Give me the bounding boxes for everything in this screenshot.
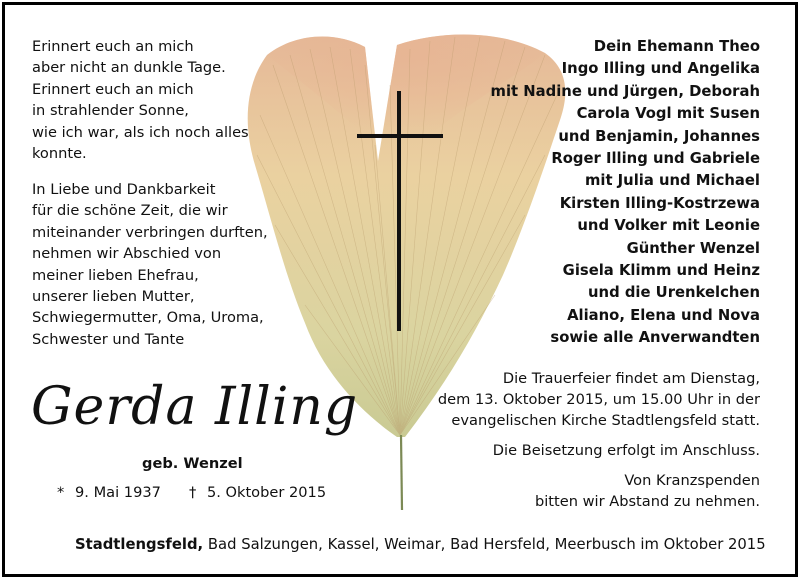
poem-line: aber nicht an dunkle Tage. bbox=[32, 59, 226, 77]
mourner-line: Dein Ehemann Theo bbox=[593, 38, 760, 55]
mourner-line: Aliano, Elena und Nova bbox=[567, 306, 760, 324]
birth-date: 9. Mai 1937 bbox=[75, 484, 161, 501]
dedication-line: miteinander verbringen durften, bbox=[32, 223, 268, 241]
obituary-notice bbox=[2, 2, 798, 577]
birth-name: geb. Wenzel bbox=[142, 455, 243, 472]
dedication-line: unserer lieben Mutter, bbox=[32, 288, 195, 306]
dedication-text bbox=[32, 179, 268, 350]
mourner-line: Kirsten Illing-Kostrzewa bbox=[559, 194, 760, 212]
mourner-line: mit Julia und Michael bbox=[584, 172, 760, 190]
mourner-line: Gisela Klimm und Heinz bbox=[562, 262, 760, 280]
birth-symbol: * bbox=[57, 484, 65, 501]
footer-place-main: Stadtlengsfeld, bbox=[75, 536, 204, 553]
poem-line: Erinnert euch an mich bbox=[32, 38, 194, 55]
poem-line: in strahlender Sonne, bbox=[32, 102, 189, 120]
poem bbox=[32, 36, 249, 164]
poem-line: wie ich war, als ich noch alles bbox=[32, 123, 249, 141]
dedication-line: nehmen wir Abschied von bbox=[32, 245, 222, 263]
burial-line: Die Beisetzung erfolgt im Anschluss. bbox=[492, 442, 760, 459]
death-symbol: † bbox=[188, 484, 197, 501]
wreath-line: bitten wir Abstand zu nehmen. bbox=[534, 493, 760, 510]
mourner-line: Ingo Illing und Angelika bbox=[561, 60, 760, 78]
mourner-line: mit Nadine und Jürgen, Deborah bbox=[490, 82, 760, 100]
cross-icon bbox=[357, 91, 445, 331]
poem-line: konnte. bbox=[32, 145, 87, 163]
mourner-line: Günther Wenzel bbox=[626, 239, 760, 257]
service-line: dem 13. Oktober 2015, um 15.00 Uhr in der bbox=[437, 391, 760, 408]
funeral-info bbox=[438, 368, 760, 512]
deceased-name: Gerda Illing bbox=[31, 377, 359, 437]
footer-places-rest: Bad Salzungen, Kassel, Weimar, Bad Hersfeld, Meerbusch im Oktober 2015 bbox=[203, 536, 766, 553]
dedication-line: Schwiegermutter, Oma, Uroma, bbox=[32, 309, 264, 327]
life-dates bbox=[57, 484, 326, 501]
dedication-line: für die schöne Zeit, die wir bbox=[32, 202, 228, 220]
mourner-line: sowie alle Anverwandten bbox=[550, 329, 760, 347]
service-line: Die Trauerfeier findet am Dienstag, bbox=[502, 370, 760, 387]
mourners-list bbox=[491, 36, 760, 350]
dedication-line: In Liebe und Dankbarkeit bbox=[32, 181, 216, 198]
service-line: evangelischen Kirche Stadtlengsfeld statt. bbox=[451, 412, 760, 429]
footer-places bbox=[75, 536, 766, 553]
mourner-line: und Benjamin, Johannes bbox=[558, 127, 760, 145]
dedication-line: Schwester und Tante bbox=[32, 330, 185, 348]
mourner-line: Roger Illing und Gabriele bbox=[551, 150, 760, 168]
mourner-line: und die Urenkelchen bbox=[588, 284, 760, 302]
death-date: 5. Oktober 2015 bbox=[206, 484, 327, 501]
mourner-line: Carola Vogl mit Susen bbox=[576, 105, 760, 123]
wreath-line: Von Kranzspenden bbox=[624, 472, 760, 489]
mourner-line: und Volker mit Leonie bbox=[577, 217, 760, 235]
poem-line: Erinnert euch an mich bbox=[32, 80, 194, 98]
dedication-line: meiner lieben Ehefrau, bbox=[32, 266, 199, 284]
